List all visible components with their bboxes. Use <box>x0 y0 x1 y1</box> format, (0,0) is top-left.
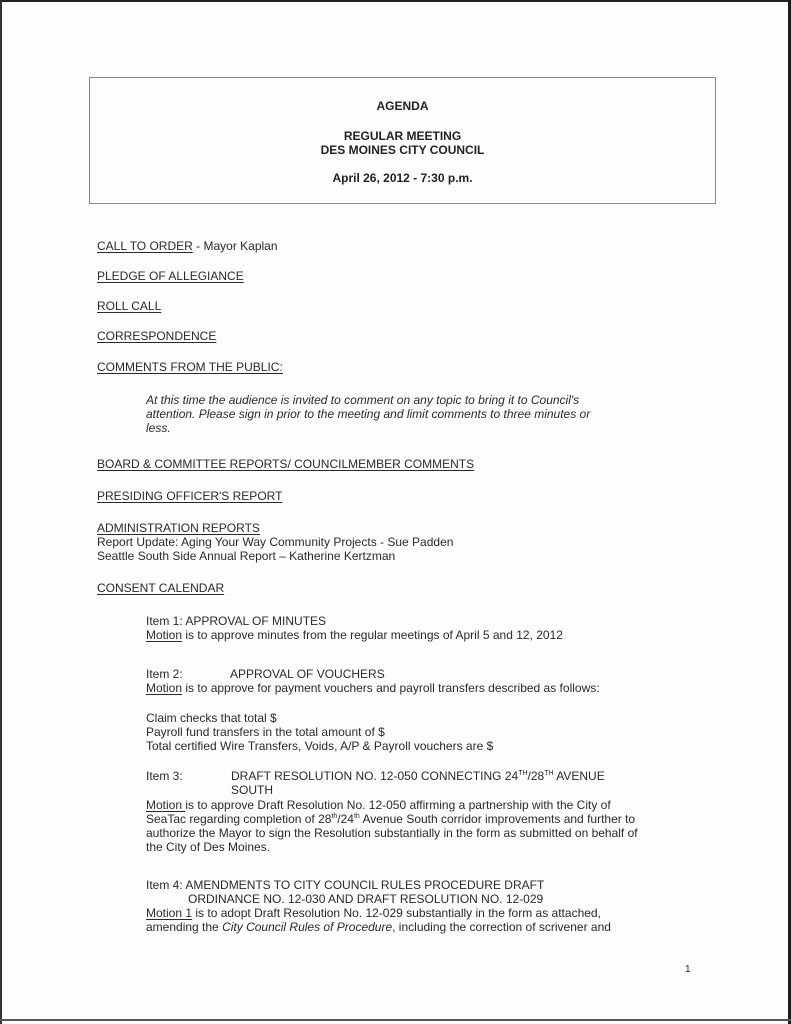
item-2-title: APPROVAL OF VOUCHERS <box>230 667 385 681</box>
motion-label: Motion <box>146 628 183 642</box>
public-comments-note-line: At this time the audience is invited to comment on any topic to bring it to Council's <box>146 393 580 407</box>
correspondence-heading: CORRESPONDENCE <box>97 329 217 343</box>
call-to-order-presider: - Mayor Kaplan <box>192 239 278 253</box>
motion-label: Motion <box>146 798 186 812</box>
superscript: TH <box>544 770 554 777</box>
motion-text: amending the <box>146 920 223 934</box>
roll-call-heading: ROLL CALL <box>97 299 162 313</box>
agenda-header-box <box>89 77 716 204</box>
superscript: TH <box>518 770 528 777</box>
public-comments-heading: COMMENTS FROM THE PUBLIC: <box>97 360 283 374</box>
voucher-detail-line: Payroll fund transfers in the total amount of $ <box>146 725 385 739</box>
item-4-motion-line <box>146 920 611 934</box>
public-comments-note-line: attention. Please sign in prior to the meeting and limit comments to three minutes or <box>146 407 591 421</box>
call-to-order <box>97 239 278 253</box>
motion-text: is to approve Draft Resolution No. 12-050 affirming a partnership with the City of <box>185 798 611 812</box>
item-3-title <box>231 769 605 783</box>
council-name: DES MOINES CITY COUNCIL <box>320 143 485 157</box>
board-reports-heading: BOARD & COMMITTEE REPORTS/ COUNCILMEMBER COMMENTS <box>97 457 475 471</box>
motion-text: , including the correction of scrivener and <box>392 920 611 934</box>
presiding-officer-heading: PRESIDING OFFICER'S REPORT <box>97 489 283 503</box>
superscript: th <box>331 813 338 820</box>
item-4-title-line2: ORDINANCE NO. 12-030 AND DRAFT RESOLUTION NO. 12-029 <box>188 892 544 906</box>
agenda-title: AGENDA <box>376 99 429 113</box>
motion-label: Motion <box>146 681 183 695</box>
page-number: 1 <box>685 964 691 975</box>
motion-text: is to approve minutes from the regular meetings of April 5 and 12, 2012 <box>182 628 563 642</box>
item-4-motion-line <box>146 906 601 920</box>
scan-border-bottom <box>0 1019 791 1021</box>
superscript: th <box>353 813 360 820</box>
title-part: /28 <box>527 769 545 783</box>
item-3-title-line2: SOUTH <box>231 783 273 797</box>
title-part: AVENUE <box>553 769 605 783</box>
call-to-order-heading: CALL TO ORDER <box>97 239 193 253</box>
motion-text: /24 <box>337 812 354 826</box>
item-1-title: Item 1: APPROVAL OF MINUTES <box>146 614 327 628</box>
document-title-italic: City Council Rules of Procedure <box>222 920 393 934</box>
administration-heading: ADMINISTRATION REPORTS <box>97 521 260 535</box>
meeting-datetime: April 26, 2012 - 7:30 p.m. <box>332 171 473 185</box>
scan-border-left <box>0 0 2 1024</box>
item-3-label: Item 3: <box>146 769 183 783</box>
motion-text: SeaTac regarding completion of 28 <box>146 812 332 826</box>
public-comments-note-line: less. <box>146 421 171 435</box>
motion-text: Avenue South corridor improvements and further to <box>359 812 636 826</box>
item-1-motion <box>146 628 563 642</box>
motion-text: is to approve for payment vouchers and payroll transfers described as follows: <box>182 681 600 695</box>
meeting-type: REGULAR MEETING <box>343 129 462 143</box>
motion-text: is to adopt Draft Resolution No. 12-029 substantially in the form as attached, <box>192 906 601 920</box>
item-2-label: Item 2: <box>146 667 183 681</box>
consent-calendar-heading: CONSENT CALENDAR <box>97 581 225 595</box>
administration-report-line: Seattle South Side Annual Report – Katherine Kertzman <box>97 549 396 563</box>
motion-label: Motion 1 <box>146 906 193 920</box>
item-4-title: Item 4: AMENDMENTS TO CITY COUNCIL RULES PROCEDURE DRAFT <box>146 878 545 892</box>
item-3-motion-line: the City of Des Moines. <box>146 840 271 854</box>
voucher-detail-line: Total certified Wire Transfers, Voids, A/P & Payroll vouchers are $ <box>146 739 494 753</box>
scan-border-top <box>0 0 791 2</box>
item-3-motion-line <box>146 812 635 826</box>
administration-report-line: Report Update: Aging Your Way Community Projects - Sue Padden <box>97 535 454 549</box>
voucher-detail-line: Claim checks that total $ <box>146 711 277 725</box>
item-2-motion <box>146 681 600 695</box>
title-part: DRAFT RESOLUTION NO. 12-050 CONNECTING 24 <box>231 769 519 783</box>
pledge-heading: PLEDGE OF ALLEGIANCE <box>97 269 244 283</box>
item-3-motion-line <box>146 798 611 812</box>
item-3-motion-line: authorize the Mayor to sign the Resolution substantially in the form as submitted on behalf of <box>146 826 638 840</box>
